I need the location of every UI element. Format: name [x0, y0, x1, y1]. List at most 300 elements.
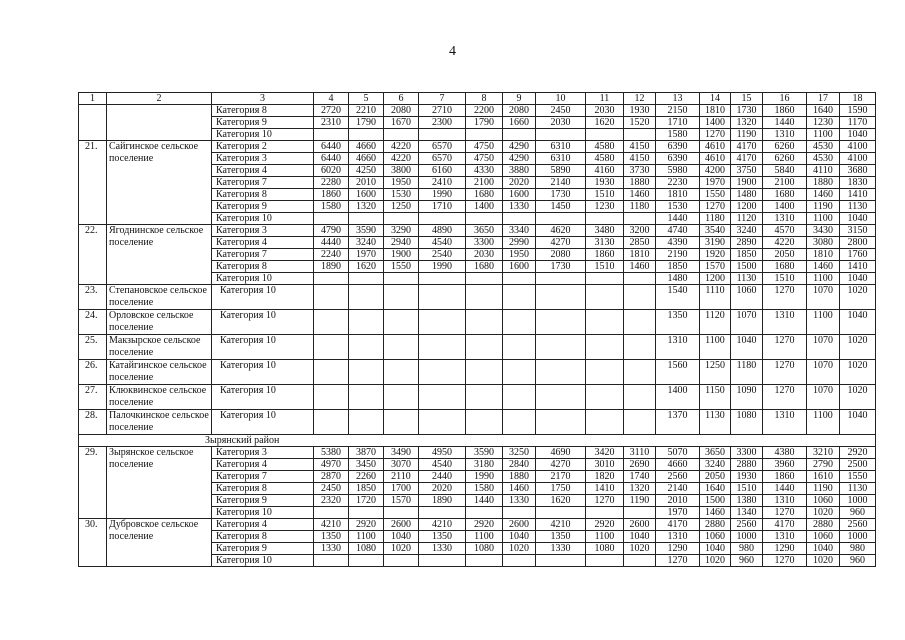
value-cell: 1040	[840, 213, 876, 225]
value-cell: 3680	[840, 165, 876, 177]
value-cell: 3190	[700, 237, 731, 249]
value-cell: 3960	[763, 459, 807, 471]
category-cell: Категория 8	[212, 261, 314, 273]
settlement-number: 28.	[79, 410, 107, 435]
value-cell	[624, 129, 656, 141]
value-cell: 4110	[807, 165, 840, 177]
value-cell: 2920	[466, 519, 503, 531]
value-cell: 2940	[384, 237, 419, 249]
value-cell: 4250	[349, 165, 384, 177]
value-cell	[349, 273, 384, 285]
value-cell: 1250	[700, 360, 731, 385]
value-cell: 2880	[731, 459, 763, 471]
value-cell: 1350	[536, 531, 586, 543]
value-cell: 4290	[503, 141, 536, 153]
value-cell: 3450	[349, 459, 384, 471]
value-cell: 1180	[624, 201, 656, 213]
value-cell: 1290	[656, 543, 700, 555]
settlement-name: Степановское сельское поселение	[107, 285, 212, 310]
value-cell: 1810	[807, 249, 840, 261]
value-cell: 1860	[763, 105, 807, 117]
value-cell: 1740	[624, 471, 656, 483]
value-cell: 4660	[349, 141, 384, 153]
value-cell: 1400	[763, 201, 807, 213]
value-cell	[624, 507, 656, 519]
value-cell: 1480	[731, 189, 763, 201]
value-cell: 5890	[536, 165, 586, 177]
value-cell: 1100	[807, 310, 840, 335]
value-cell: 1460	[807, 261, 840, 273]
value-cell: 1310	[763, 310, 807, 335]
table-row	[79, 225, 876, 237]
table-row	[79, 141, 876, 153]
category-cell: Категория 8	[212, 531, 314, 543]
value-cell	[503, 213, 536, 225]
value-cell: 2240	[314, 249, 349, 261]
value-cell: 3110	[624, 447, 656, 459]
value-cell: 1590	[840, 105, 876, 117]
value-cell: 1330	[503, 495, 536, 507]
settlement-number: 27.	[79, 385, 107, 410]
value-cell	[586, 507, 624, 519]
value-cell: 1610	[807, 471, 840, 483]
column-header: 14	[700, 93, 731, 105]
value-cell: 1180	[700, 213, 731, 225]
value-cell: 1810	[624, 249, 656, 261]
value-cell: 2140	[536, 177, 586, 189]
value-cell: 1460	[807, 189, 840, 201]
value-cell: 1100	[349, 531, 384, 543]
value-cell	[314, 213, 349, 225]
value-cell	[466, 335, 503, 360]
value-cell: 4170	[656, 519, 700, 531]
category-cell: Категория 10	[212, 507, 314, 519]
value-cell: 2310	[314, 117, 349, 129]
value-cell: 4530	[807, 141, 840, 153]
value-cell	[384, 213, 419, 225]
value-cell: 1460	[624, 189, 656, 201]
value-cell: 6570	[419, 153, 466, 165]
value-cell: 6160	[419, 165, 466, 177]
value-cell: 1500	[731, 261, 763, 273]
column-header: 10	[536, 93, 586, 105]
category-cell: Категория 9	[212, 543, 314, 555]
value-cell: 6390	[656, 141, 700, 153]
value-cell	[314, 285, 349, 310]
value-cell	[586, 360, 624, 385]
value-cell: 2200	[466, 105, 503, 117]
value-cell: 1060	[731, 285, 763, 310]
value-cell	[503, 507, 536, 519]
value-cell: 4610	[700, 153, 731, 165]
category-cell: Категория 9	[212, 117, 314, 129]
value-cell	[586, 335, 624, 360]
value-cell	[384, 410, 419, 435]
value-cell: 1060	[700, 531, 731, 543]
value-cell: 3880	[503, 165, 536, 177]
value-cell: 980	[840, 543, 876, 555]
value-cell: 1040	[840, 273, 876, 285]
value-cell: 2030	[536, 117, 586, 129]
value-cell: 4220	[384, 153, 419, 165]
value-cell: 1150	[700, 385, 731, 410]
value-cell: 4330	[466, 165, 503, 177]
value-cell: 1040	[840, 410, 876, 435]
value-cell: 1440	[656, 213, 700, 225]
category-cell: Категория 10	[212, 335, 314, 360]
value-cell	[419, 273, 466, 285]
value-cell: 1400	[656, 385, 700, 410]
value-cell: 4170	[731, 153, 763, 165]
value-cell: 1270	[656, 555, 700, 567]
value-cell	[314, 410, 349, 435]
value-cell: 1110	[700, 285, 731, 310]
value-cell: 1380	[731, 495, 763, 507]
value-cell: 2710	[419, 105, 466, 117]
value-cell	[536, 129, 586, 141]
value-cell: 2080	[536, 249, 586, 261]
value-cell: 2920	[349, 519, 384, 531]
value-cell	[384, 310, 419, 335]
value-cell: 1000	[731, 531, 763, 543]
value-cell	[384, 129, 419, 141]
value-cell: 1230	[586, 201, 624, 213]
value-cell: 1680	[466, 189, 503, 201]
value-cell: 2600	[624, 519, 656, 531]
value-cell: 1190	[624, 495, 656, 507]
value-cell: 1330	[536, 543, 586, 555]
column-header: 12	[624, 93, 656, 105]
value-cell: 1100	[807, 129, 840, 141]
column-header: 17	[807, 93, 840, 105]
value-cell: 1600	[503, 189, 536, 201]
value-cell: 1760	[840, 249, 876, 261]
value-cell: 1180	[731, 360, 763, 385]
value-cell: 3300	[466, 237, 503, 249]
value-cell: 1850	[656, 261, 700, 273]
settlement-name: Зырянское сельское поселение	[107, 447, 212, 519]
value-cell: 1100	[807, 213, 840, 225]
settlement-name: Сайгинское сельское поселение	[107, 141, 212, 225]
value-cell: 1060	[807, 531, 840, 543]
value-cell: 1880	[624, 177, 656, 189]
value-cell	[536, 213, 586, 225]
value-cell: 1710	[419, 201, 466, 213]
value-cell: 2450	[536, 105, 586, 117]
category-cell: Категория 10	[212, 310, 314, 335]
value-cell: 2050	[763, 249, 807, 261]
value-cell: 1810	[700, 105, 731, 117]
value-cell: 2150	[656, 105, 700, 117]
value-cell: 3240	[731, 225, 763, 237]
value-cell: 1080	[466, 543, 503, 555]
value-cell: 1000	[840, 495, 876, 507]
value-cell: 1550	[384, 261, 419, 273]
value-cell	[536, 285, 586, 310]
value-cell: 1130	[700, 410, 731, 435]
value-cell: 2920	[840, 447, 876, 459]
value-cell: 1070	[807, 360, 840, 385]
value-cell: 1080	[349, 543, 384, 555]
value-cell: 1440	[763, 483, 807, 495]
value-cell	[586, 310, 624, 335]
value-cell: 3010	[586, 459, 624, 471]
column-header: 9	[503, 93, 536, 105]
value-cell: 1190	[807, 201, 840, 213]
value-cell: 3480	[586, 225, 624, 237]
value-cell: 2260	[349, 471, 384, 483]
value-cell	[349, 129, 384, 141]
value-cell: 2280	[314, 177, 349, 189]
value-cell: 1480	[656, 273, 700, 285]
value-cell	[536, 555, 586, 567]
category-cell: Категория 10	[212, 285, 314, 310]
section-title: Зырянский район	[79, 435, 876, 447]
value-cell: 1560	[656, 360, 700, 385]
value-cell: 1040	[807, 543, 840, 555]
value-cell: 2440	[419, 471, 466, 483]
table-row	[79, 385, 876, 410]
value-cell	[349, 360, 384, 385]
value-cell: 2880	[807, 519, 840, 531]
category-cell: Категория 10	[212, 360, 314, 385]
value-cell: 1540	[656, 285, 700, 310]
value-cell: 1580	[656, 129, 700, 141]
value-cell	[586, 555, 624, 567]
value-cell: 1580	[466, 483, 503, 495]
value-cell: 1970	[700, 177, 731, 189]
value-cell: 1440	[466, 495, 503, 507]
value-cell: 4210	[419, 519, 466, 531]
value-cell: 1720	[349, 495, 384, 507]
value-cell: 2890	[731, 237, 763, 249]
value-cell	[419, 285, 466, 310]
value-cell: 1400	[700, 117, 731, 129]
settlement-name: Ягоднинское сельское поселение	[107, 225, 212, 285]
value-cell: 3870	[349, 447, 384, 459]
value-cell: 1710	[656, 117, 700, 129]
settlement-number: 24.	[79, 310, 107, 335]
value-cell: 2190	[656, 249, 700, 261]
value-cell: 1020	[384, 543, 419, 555]
value-cell: 2800	[840, 237, 876, 249]
value-cell	[419, 213, 466, 225]
value-cell: 1020	[624, 543, 656, 555]
value-cell: 1270	[763, 555, 807, 567]
value-cell: 1020	[807, 507, 840, 519]
category-cell: Категория 8	[212, 105, 314, 117]
value-cell: 2560	[840, 519, 876, 531]
value-cell	[419, 360, 466, 385]
value-cell: 1310	[763, 129, 807, 141]
value-cell: 2050	[700, 471, 731, 483]
value-cell: 1600	[503, 261, 536, 273]
value-cell	[466, 360, 503, 385]
value-cell: 4740	[656, 225, 700, 237]
value-cell: 4220	[763, 237, 807, 249]
value-cell: 1130	[840, 201, 876, 213]
value-cell: 1270	[763, 335, 807, 360]
value-cell: 1040	[624, 531, 656, 543]
value-cell: 1250	[384, 201, 419, 213]
value-cell: 6440	[314, 153, 349, 165]
value-cell: 4750	[466, 141, 503, 153]
table-row	[79, 447, 876, 459]
value-cell: 2230	[656, 177, 700, 189]
value-cell: 1730	[536, 261, 586, 273]
value-cell: 1850	[731, 249, 763, 261]
value-cell: 2720	[314, 105, 349, 117]
value-cell: 5070	[656, 447, 700, 459]
value-cell: 4540	[419, 237, 466, 249]
value-cell: 1670	[384, 117, 419, 129]
column-header: 16	[763, 93, 807, 105]
value-cell	[419, 129, 466, 141]
value-cell: 2690	[624, 459, 656, 471]
value-cell: 1270	[763, 385, 807, 410]
value-cell: 4580	[586, 153, 624, 165]
value-cell: 1270	[763, 507, 807, 519]
value-cell: 3590	[466, 447, 503, 459]
value-cell: 1370	[656, 410, 700, 435]
value-cell	[384, 335, 419, 360]
value-cell: 1860	[314, 189, 349, 201]
value-cell: 2920	[586, 519, 624, 531]
settlement-name: Орловское сельское поселение	[107, 310, 212, 335]
value-cell: 3540	[700, 225, 731, 237]
value-cell	[536, 507, 586, 519]
value-cell: 1100	[700, 335, 731, 360]
value-cell: 3650	[700, 447, 731, 459]
value-cell: 1320	[624, 483, 656, 495]
value-cell: 3070	[384, 459, 419, 471]
value-cell	[419, 410, 466, 435]
value-cell: 1460	[503, 483, 536, 495]
table-row	[79, 285, 876, 310]
value-cell: 1890	[419, 495, 466, 507]
value-cell	[466, 385, 503, 410]
value-cell	[384, 285, 419, 310]
category-cell: Категория 10	[212, 273, 314, 285]
value-cell: 1330	[503, 201, 536, 213]
value-cell: 1680	[466, 261, 503, 273]
settlement-number: 25.	[79, 335, 107, 360]
header-row	[79, 93, 876, 105]
column-header: 1	[79, 93, 107, 105]
value-cell: 1320	[731, 117, 763, 129]
value-cell: 4790	[314, 225, 349, 237]
value-cell: 1860	[586, 249, 624, 261]
value-cell: 4210	[314, 519, 349, 531]
value-cell: 1880	[807, 177, 840, 189]
value-cell: 4150	[624, 141, 656, 153]
settlement-number: 23.	[79, 285, 107, 310]
value-cell: 1040	[840, 129, 876, 141]
value-cell	[384, 507, 419, 519]
column-header: 13	[656, 93, 700, 105]
value-cell: 4950	[419, 447, 466, 459]
category-cell: Категория 2	[212, 141, 314, 153]
value-cell	[536, 335, 586, 360]
category-cell: Категория 10	[212, 555, 314, 567]
value-cell	[624, 273, 656, 285]
value-cell: 1440	[763, 117, 807, 129]
value-cell: 4620	[536, 225, 586, 237]
value-cell: 1510	[763, 273, 807, 285]
value-cell: 1330	[419, 543, 466, 555]
value-cell: 1450	[536, 201, 586, 213]
value-cell: 4570	[763, 225, 807, 237]
value-cell	[314, 335, 349, 360]
value-cell: 6310	[536, 141, 586, 153]
settlement-name: Дубровское сельское поселение	[107, 519, 212, 567]
value-cell: 1070	[807, 335, 840, 360]
settlement-number	[79, 105, 107, 141]
category-cell: Категория 4	[212, 237, 314, 249]
value-cell	[419, 335, 466, 360]
value-cell: 2840	[503, 459, 536, 471]
value-cell	[586, 273, 624, 285]
value-cell: 4270	[536, 459, 586, 471]
value-cell: 2410	[419, 177, 466, 189]
value-cell	[384, 273, 419, 285]
value-cell	[503, 273, 536, 285]
value-cell: 2850	[624, 237, 656, 249]
value-cell: 4390	[656, 237, 700, 249]
value-cell: 1890	[314, 261, 349, 273]
value-cell	[349, 310, 384, 335]
value-cell	[503, 129, 536, 141]
value-cell	[466, 410, 503, 435]
value-cell: 1090	[731, 385, 763, 410]
value-cell: 3750	[731, 165, 763, 177]
value-cell	[466, 273, 503, 285]
value-cell: 3340	[503, 225, 536, 237]
value-cell: 2080	[384, 105, 419, 117]
value-cell: 1530	[656, 201, 700, 213]
value-cell	[384, 385, 419, 410]
value-cell	[349, 410, 384, 435]
value-cell: 1070	[731, 310, 763, 335]
value-cell: 960	[840, 555, 876, 567]
value-cell: 1620	[536, 495, 586, 507]
value-cell: 1070	[807, 285, 840, 310]
settlement-number: 30.	[79, 519, 107, 567]
value-cell: 1410	[586, 483, 624, 495]
value-cell: 1270	[763, 285, 807, 310]
value-cell: 1460	[624, 261, 656, 273]
value-cell	[384, 360, 419, 385]
value-cell: 4890	[419, 225, 466, 237]
value-cell: 3240	[700, 459, 731, 471]
value-cell: 2080	[503, 105, 536, 117]
value-cell	[466, 310, 503, 335]
value-cell	[503, 335, 536, 360]
value-cell: 1860	[763, 471, 807, 483]
value-cell	[503, 285, 536, 310]
table-row	[79, 310, 876, 335]
column-header: 18	[840, 93, 876, 105]
value-cell: 1680	[763, 261, 807, 273]
value-cell: 4220	[384, 141, 419, 153]
value-cell	[419, 507, 466, 519]
value-cell: 2100	[763, 177, 807, 189]
value-cell: 6440	[314, 141, 349, 153]
value-cell: 4540	[419, 459, 466, 471]
value-cell: 1930	[586, 177, 624, 189]
value-cell: 1730	[731, 105, 763, 117]
value-cell: 2870	[314, 471, 349, 483]
